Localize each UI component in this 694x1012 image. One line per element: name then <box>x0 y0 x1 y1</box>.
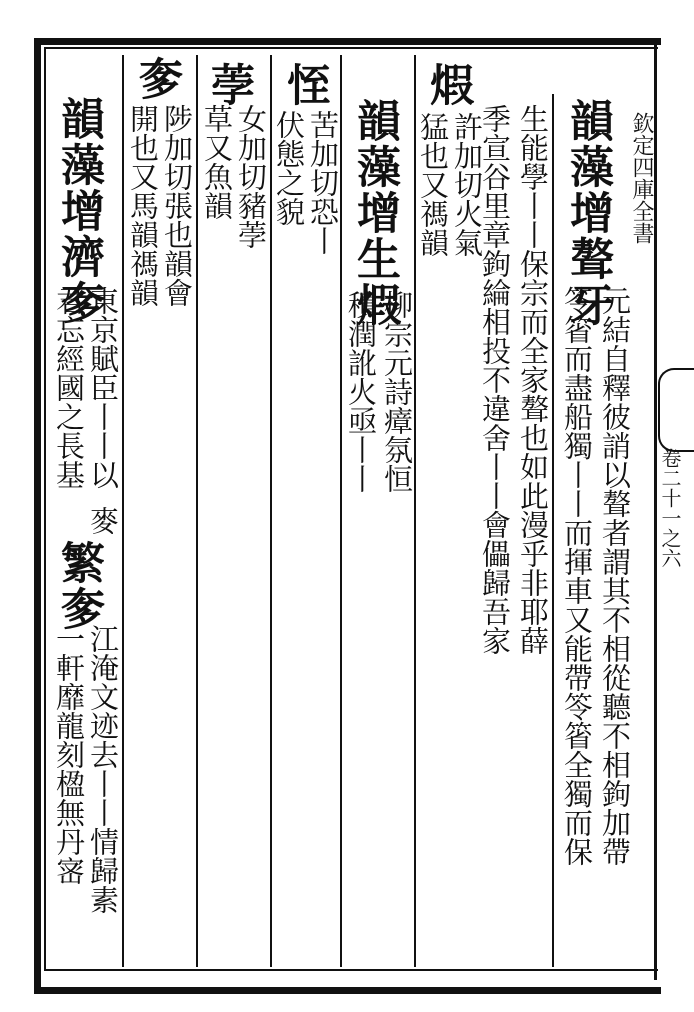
entry-text: 伏態之貌 <box>272 110 306 226</box>
character-heading: 奓 <box>131 56 182 102</box>
entry-text: 陟加切張也韻會 <box>160 104 194 307</box>
column-rule <box>340 55 342 967</box>
column-rule <box>122 55 124 967</box>
entry-heading: 韻藻增濟奓 <box>53 96 104 326</box>
entry-text: 君忘經國之長基 <box>52 286 86 489</box>
entry-text: 生能學丨丨保宗而全家聱也如此漫乎非耶薛 <box>516 104 550 655</box>
entry-text: 季宣谷里章鉤綸相投不違舍丨丨會儡歸吾家 <box>478 104 512 655</box>
entry-text: 東京賦臣丨丨以 <box>86 286 120 489</box>
entry-text: 柳宗元詩瘴氛恒 <box>380 290 414 493</box>
character-heading: 煆 <box>422 62 473 108</box>
entry-heading: 韻藻增聱牙 <box>562 98 613 328</box>
entry-text: 草又魚韻 <box>200 104 234 220</box>
entry-text: 笭箵而盡船獨丨丨而揮車又能帶笭箵全獨而保 <box>560 286 594 866</box>
margin-rule <box>654 38 657 980</box>
entry-text: 許加切火氣 <box>450 112 484 257</box>
entry-text: 苦加切恐丨 <box>306 110 340 255</box>
character-heading: 荸 <box>203 62 254 108</box>
entry-text: 江淹文迹去丨丨情歸素 <box>86 624 120 914</box>
entry-heading: 韻藻增生煆 <box>349 98 400 328</box>
entry-heading: 繁奓 <box>53 540 104 632</box>
entry-text: 一軒靡龍刻楹無丹宻 <box>52 624 86 885</box>
entry-text: 開也又馬韻禡韻 <box>126 104 160 307</box>
entry-text: 猛也又禡韻 <box>416 112 450 257</box>
margin-volume: 卷二十一之六 <box>658 448 682 568</box>
entry-text: 女加切豬荸 <box>234 104 268 249</box>
entry-text: 積潤訛火亟丨丨 <box>344 290 378 493</box>
character-heading: 恎 <box>279 62 330 108</box>
entry-text: 元結自釋彼誚以聱者謂其不相從聽不相鉤加帶 <box>598 286 632 866</box>
margin-series-title: 欽定四庫全書 <box>629 112 654 244</box>
column-rule <box>552 94 554 967</box>
column-rule <box>196 55 198 967</box>
entry-text: 麥 <box>86 506 120 535</box>
fish-tail-marker <box>658 368 694 452</box>
